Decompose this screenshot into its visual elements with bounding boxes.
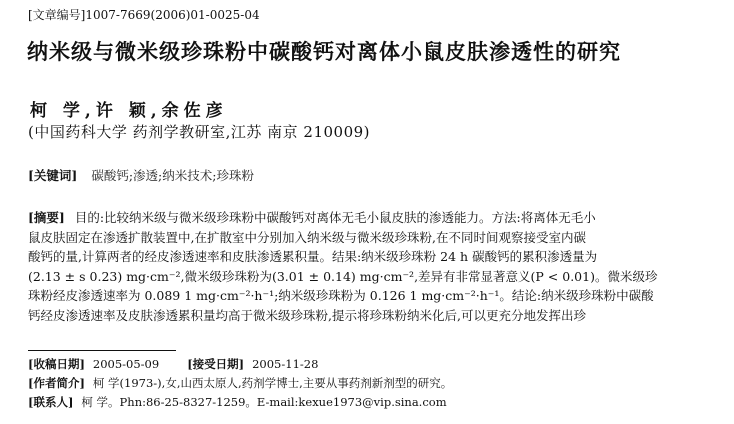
footnote-dates — [28, 356, 318, 372]
abstract-line: (2.13 ± s 0.23) mg·cm⁻²,微米级珍珠粉为(3.01 ± 0.14) mg·cm⁻²,差异有非常显著意义(P < 0.01)。微米级珍 — [28, 268, 658, 284]
abstract-line: 酸钙的量,计算两者的经皮渗透速率和皮肤渗透累积量。结果:纳米级珍珠粉 24 h 碳酸钙的累积渗透量为 — [28, 249, 598, 264]
footnote-author-bio — [28, 375, 452, 391]
paper-title: 纳米级与微米级珍珠粉中碳酸钙对离体小鼠皮肤渗透性的研究 — [27, 39, 621, 64]
abstract-block — [28, 208, 710, 325]
author-bio-label: [作者简介] — [28, 376, 85, 390]
accepted-label: [接受日期] — [187, 357, 245, 371]
affiliation: (中国药科大学 药剂学教研室,江苏 南京 210009) — [28, 123, 371, 141]
author-list: 柯 学,许 颖,余佐彦 — [30, 101, 228, 121]
footnote-divider — [28, 350, 176, 351]
abstract-line — [28, 208, 710, 228]
abstract-text: 目的:比较纳米级与微米级珍珠粉中碳酸钙对离体无毛小鼠皮肤的渗透能力。方法:将离体无毛小 — [74, 210, 596, 225]
keywords-value: 碳酸钙;渗透;纳米技术;珍珠粉 — [91, 168, 254, 183]
abstract-label: [摘要] — [28, 210, 65, 225]
footnote-contact — [28, 394, 447, 410]
received-date: 2005-05-09 — [92, 357, 160, 371]
keywords-label: [关键词] — [28, 168, 78, 183]
contact-label: [联系人] — [28, 395, 74, 409]
author-bio-text: 柯 学(1973-),女,山西太原人,药剂学博士,主要从事药剂新剂型的研究。 — [92, 376, 453, 390]
abstract-line: 珠粉经皮渗透速率为 0.089 1 mg·cm⁻²·h⁻¹;纳米级珍珠粉为 0.126 1 mg·cm⁻²·h⁻¹。结论:纳米级珍珠粉中碳酸 — [28, 288, 654, 303]
accepted-date: 2005-11-28 — [252, 357, 319, 371]
article-number: 1007-7669(2006)01-0025-04 — [85, 8, 260, 22]
contact-text: 柯 学。Phn:86-25-8327-1259。E-mail:kexue1973@vip.sina.com — [81, 395, 447, 409]
keywords-block — [28, 166, 254, 184]
abstract-line: 鼠皮肤固定在渗透扩散装置中,在扩散室中分别加入纳米级与微米级珍珠粉,在不同时间观察接受室内碳 — [28, 229, 586, 245]
article-number-line — [28, 6, 260, 23]
article-number-label: [文章编号] — [28, 8, 86, 22]
abstract-line: 钙经皮渗透速率及皮肤渗透累积量均高于微米级珍珠粉,提示将珍珠粉纳米化后,可以更充分地发挥出珍 — [28, 307, 586, 323]
received-label: [收稿日期] — [28, 357, 85, 371]
